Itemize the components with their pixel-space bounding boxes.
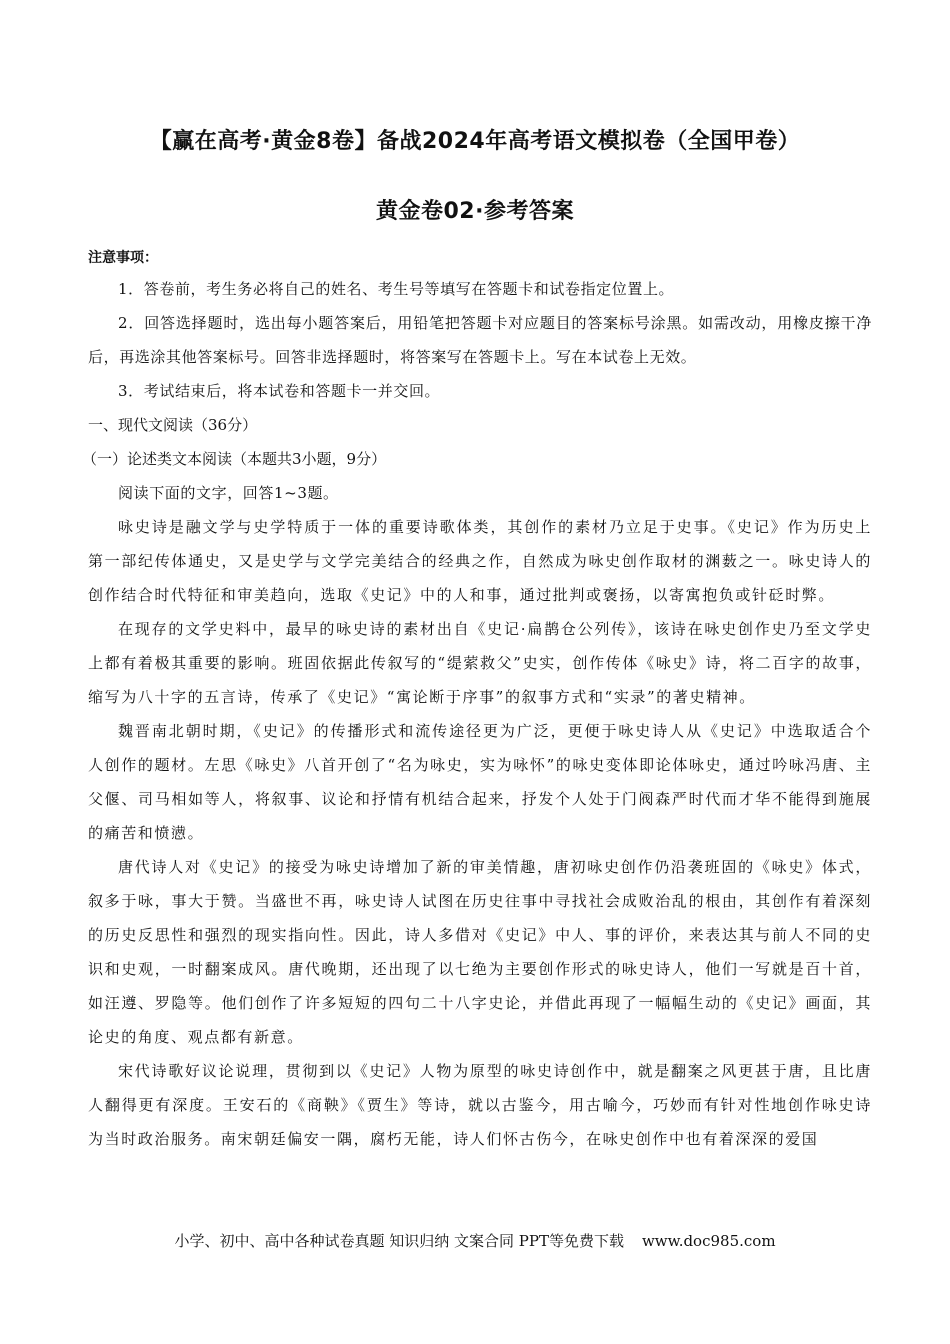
body-paragraph-5: 宋代诗歌好议论说理，贯彻到以《史记》人物为原型的咏史诗创作中，就是翻案之风更甚于唐，且比唐人翻得更有深度。王安石的《商鞅》《贾生》等诗，就以古鉴今，用古喻今，巧妙而有针对性地创作咏史诗为当时政治服务。南宋朝廷偏安一隅，腐朽无能，诗人们怀古伤今，在咏史创作中也有着深深的爱国 [88,1062,872,1148]
body-paragraph-4: 唐代诗人对《史记》的接受为咏史诗增加了新的审美情趣，唐初咏史创作仍沿袭班固的《咏史》体式，叙多于咏，事大于赞。当盛世不再，咏史诗人试图在历史往事中寻找社会成败治乱的根由，其创作有着深刻的历史反思性和强烈的现实指向性。因此，诗人多借对《史记》中人、事的评价，来表达其与前人不同的史识和史观，一时翻案成风。唐代晚期，还出现了以七绝为主要创作形式的咏史诗人，他们一写就是百十首，如汪遵、罗隐等。他们创作了许多短短的四句二十八字史论，并借此再现了一幅幅生动的《史记》画面，其论史的角度、观点都有新意。 [88,858,872,1046]
page-footer [0,1230,950,1251]
notice-heading: 注意事项： [88,250,158,266]
document-title: 【赢在高考·黄金8卷】备战2024年高考语文模拟卷（全国甲卷） [149,129,801,154]
body-paragraph-3: 魏晋南北朝时期，《史记》的传播形式和流传途径更为广泛，更便于咏史诗人从《史记》中选取适合个人创作的题材。左思《咏史》八首开创了“名为咏史，实为咏怀”的咏史变体即论体咏史，通过吟咏冯唐、主父偃、司马相如等人，将叙事、议论和抒情有机结合起来，抒发个人处于门阀森严时代而才华不能得到施展的痛苦和愤懑。 [88,722,872,842]
notice-item-1: 1．答卷前，考生务必将自己的姓名、考生号等填写在答题卡和试卷指定位置上。 [118,280,675,298]
footer-url-link[interactable]: www.doc985.com [641,1232,776,1250]
notice-item-2: 2．回答选择题时，选出每小题答案后，用铅笔把答题卡对应题目的答案标号涂黑。如需改动，用橡皮擦干净后，再选涂其他答案标号。回答非选择题时，将答案写在答题卡上。写在本试卷上无效。 [88,314,872,366]
body-paragraph-2: 在现存的文学史料中，最早的咏史诗的素材出自《史记·扁鹊仓公列传》，该诗在咏史创作史乃至文学史上都有着极其重要的影响。班固依据此传叙写的“缇萦救父”史实，创作传体《咏史》诗，将二百字的故事，缩写为八十字的五言诗，传承了《史记》“寓论断于序事”的叙事方式和“实录”的著史精神。 [88,620,872,706]
notice-item-3: 3．考试结束后，将本试卷和答题卡一并交回。 [118,382,441,400]
document-subtitle: 黄金卷02·参考答案 [376,199,574,224]
body-paragraph-1: 咏史诗是融文学与史学特质于一体的重要诗歌体类，其创作的素材乃立足于史事。《史记》作为历史上第一部纪传体通史，又是史学与文学完美结合的经典之作，自然成为咏史创作取材的渊薮之一。咏史诗人的创作结合时代特征和审美趋向，选取《史记》中的人和事，通过批判或褒扬，以寄寓抱负或针砭时弊。 [88,518,872,604]
reading-instruction: 阅读下面的文字，回答1~3题。 [118,484,339,502]
subsection-heading-argumentative: （一）论述类文本阅读（本题共3小题，9分） [82,450,387,468]
document-content [82,244,872,1156]
section-heading-modern-reading: 一、现代文阅读（36分） [88,416,258,434]
footer-text: 小学、初中、高中各种试卷真题 知识归纳 文案合同 PPT等免费下载 [174,1232,624,1250]
